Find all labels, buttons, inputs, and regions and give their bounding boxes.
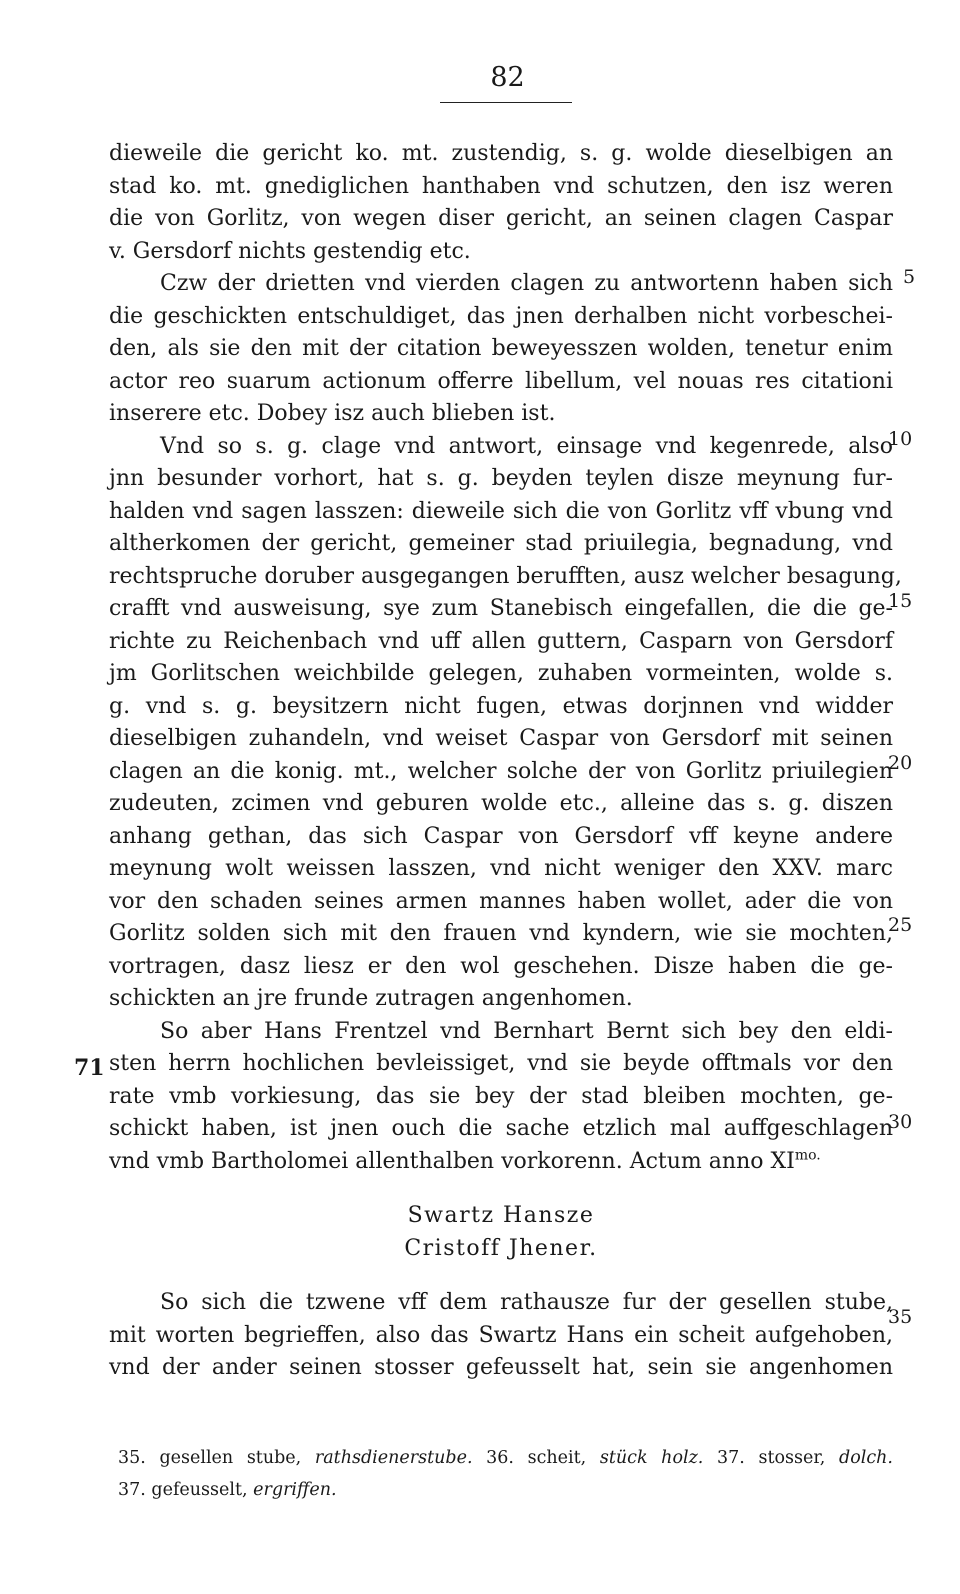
footnote-gloss: stück holz. xyxy=(599,1448,704,1468)
spacer xyxy=(109,1178,893,1200)
paragraph-1 xyxy=(109,138,893,268)
text-line: inserere etc. Dobey isz auch blieben ist. xyxy=(109,401,556,426)
text-line: clagen an die konig. mt., welcher solche der von Gorlitz priuilegien xyxy=(109,758,893,784)
text-line xyxy=(109,1146,893,1179)
text-line: richte zu Reichenbach vnd uff allen guttern, Casparn von Gersdorf xyxy=(109,628,893,654)
text-line: rate vmb vorkiesung, das sie bey der stad bleiben mochten, ge- xyxy=(109,1083,893,1109)
text-line: halden vnd sagen lasszen: dieweile sich die von Gorlitz vff vbung vnd xyxy=(109,498,893,524)
text-line: actor reo suarum actionum offerre libellum, vel nouas res citationi xyxy=(109,368,893,394)
text-line: zudeuten, zcimen vnd geburen wolde etc., alleine das s. g. diszen xyxy=(109,791,893,816)
text-line: v. Gersdorf nichts gestendig etc. xyxy=(109,238,471,264)
line-number-10: 10 xyxy=(888,428,913,450)
footnote-gloss: ergriffen. xyxy=(253,1480,337,1500)
text-line: Gorlitz solden sich mit den frauen vnd kyndern, wie sie mochten, xyxy=(109,921,893,946)
spacer xyxy=(109,1265,893,1287)
text-line: g. vnd s. g. beysitzern nicht fugen, etwas dorjnnen vnd widder xyxy=(109,693,893,719)
footnote-text: 35. gesellen stube, xyxy=(118,1448,315,1468)
text-line: dieselbigen zuhandeln, vnd weiset Caspar von Gersdorf mit seinen xyxy=(109,726,893,751)
paragraph-4 xyxy=(109,1016,893,1179)
footnote-text: 36. scheit, xyxy=(472,1448,600,1468)
text-line: sten herrn hochlichen bevleissiget, vnd sie beyde offtmals vor den xyxy=(109,1051,893,1076)
text-line: schickt haben, ist jnen ouch die sache etzlich mal auffgeschlagen xyxy=(109,1116,893,1141)
text-line: rechtspruche doruber ausgegangen berufften, ausz welcher besagung, xyxy=(109,563,902,589)
section-number: 71 xyxy=(74,1055,105,1081)
text-line: dieweile die gericht ko. mt. zustendig, s. g. wolde dieselbigen an xyxy=(109,141,893,166)
text-line: vnd der ander seinen stosser gefeusselt hat, sein sie angenhomen xyxy=(109,1355,893,1380)
text-line: meynung wolt weissen lasszen, vnd nicht weniger den XXV. marc xyxy=(109,856,893,881)
line-number-35: 35 xyxy=(888,1306,913,1328)
text-line: So sich die tzwene vff dem rathausze fur der gesellen stube, xyxy=(160,1290,893,1315)
text-line: die geschickten entschuldiget, das jnen derhalben nicht vorbeschei- xyxy=(109,303,893,329)
text-line: anhang gethan, das sich Caspar von Gersdorf vff keyne andere xyxy=(109,823,893,849)
footnote-gloss: dolch. xyxy=(839,1448,893,1468)
text-line: crafft vnd ausweisung, sye zum Stanebisch eingefallen, die die ge- xyxy=(109,596,893,621)
heading-line-2: Cristoff Jhener. xyxy=(404,1235,598,1261)
line-number-30: 30 xyxy=(888,1111,913,1133)
footnote-line-1 xyxy=(118,1442,893,1474)
text-line: schickten an jre frunde zutragen angenhomen. xyxy=(109,986,633,1011)
text-line: Vnd so s. g. clage vnd antwort, einsage vnd kegenrede, also xyxy=(160,433,893,459)
text-line: jm Gorlitschen weichbilde gelegen, zuhaben vormeinten, wolde s. xyxy=(109,661,893,686)
text-line: vor den schaden seines armen mannes haben wollet, ader die von xyxy=(109,888,893,914)
paragraph-5 xyxy=(109,1287,893,1385)
line-number-25: 25 xyxy=(888,914,913,936)
footnote-gloss: rathsdienerstube. xyxy=(314,1448,473,1468)
text-line: Czw der drietten vnd vierden clagen zu antwortenn haben sich xyxy=(160,271,893,296)
text-line: die von Gorlitz, von wegen diser gericht, an seinen clagen Caspar xyxy=(109,206,893,231)
text-line: vortragen, dasz liesz er den wol geschehen. Disze haben die ge- xyxy=(109,953,893,979)
page-number-rule xyxy=(440,102,572,103)
text-line: den, als sie den mit der citation beweyesszen wolden, tenetur enim xyxy=(109,336,893,361)
paragraph-2 xyxy=(109,268,893,431)
footnote-line-2 xyxy=(118,1474,893,1506)
text-line: So aber Hans Frentzel vnd Bernhart Bernt sich bey den eldi- xyxy=(160,1018,893,1044)
line-number-15: 15 xyxy=(888,590,913,612)
page-number: 82 xyxy=(490,62,525,93)
line-number-5: 5 xyxy=(903,266,916,288)
text-line: altherkomen der gericht, gemeiner stad priuilegia, begnadung, vnd xyxy=(109,531,893,556)
footnotes xyxy=(118,1442,893,1506)
text-line: mit worten begrieffen, also das Swartz Hans ein scheit aufgehoben, xyxy=(109,1322,893,1348)
heading-line-1: Swartz Hansze xyxy=(407,1203,595,1228)
footnote-text: 37. gefeusselt, xyxy=(118,1480,254,1500)
footnote-text: 37. stosser, xyxy=(703,1448,839,1468)
text-line: jnn besunder vorhort, hat s. g. beyden teylen disze meynung fur- xyxy=(109,466,893,491)
text-line: stad ko. mt. gnediglichen hanthaben vnd schutzen, den isz weren xyxy=(109,173,893,199)
line-number-20: 20 xyxy=(888,752,913,774)
superscript: mo. xyxy=(794,1147,821,1164)
text-line-content: vnd vmb Bartholomei allenthalben vorkorenn. Actum anno XI xyxy=(109,1148,795,1174)
